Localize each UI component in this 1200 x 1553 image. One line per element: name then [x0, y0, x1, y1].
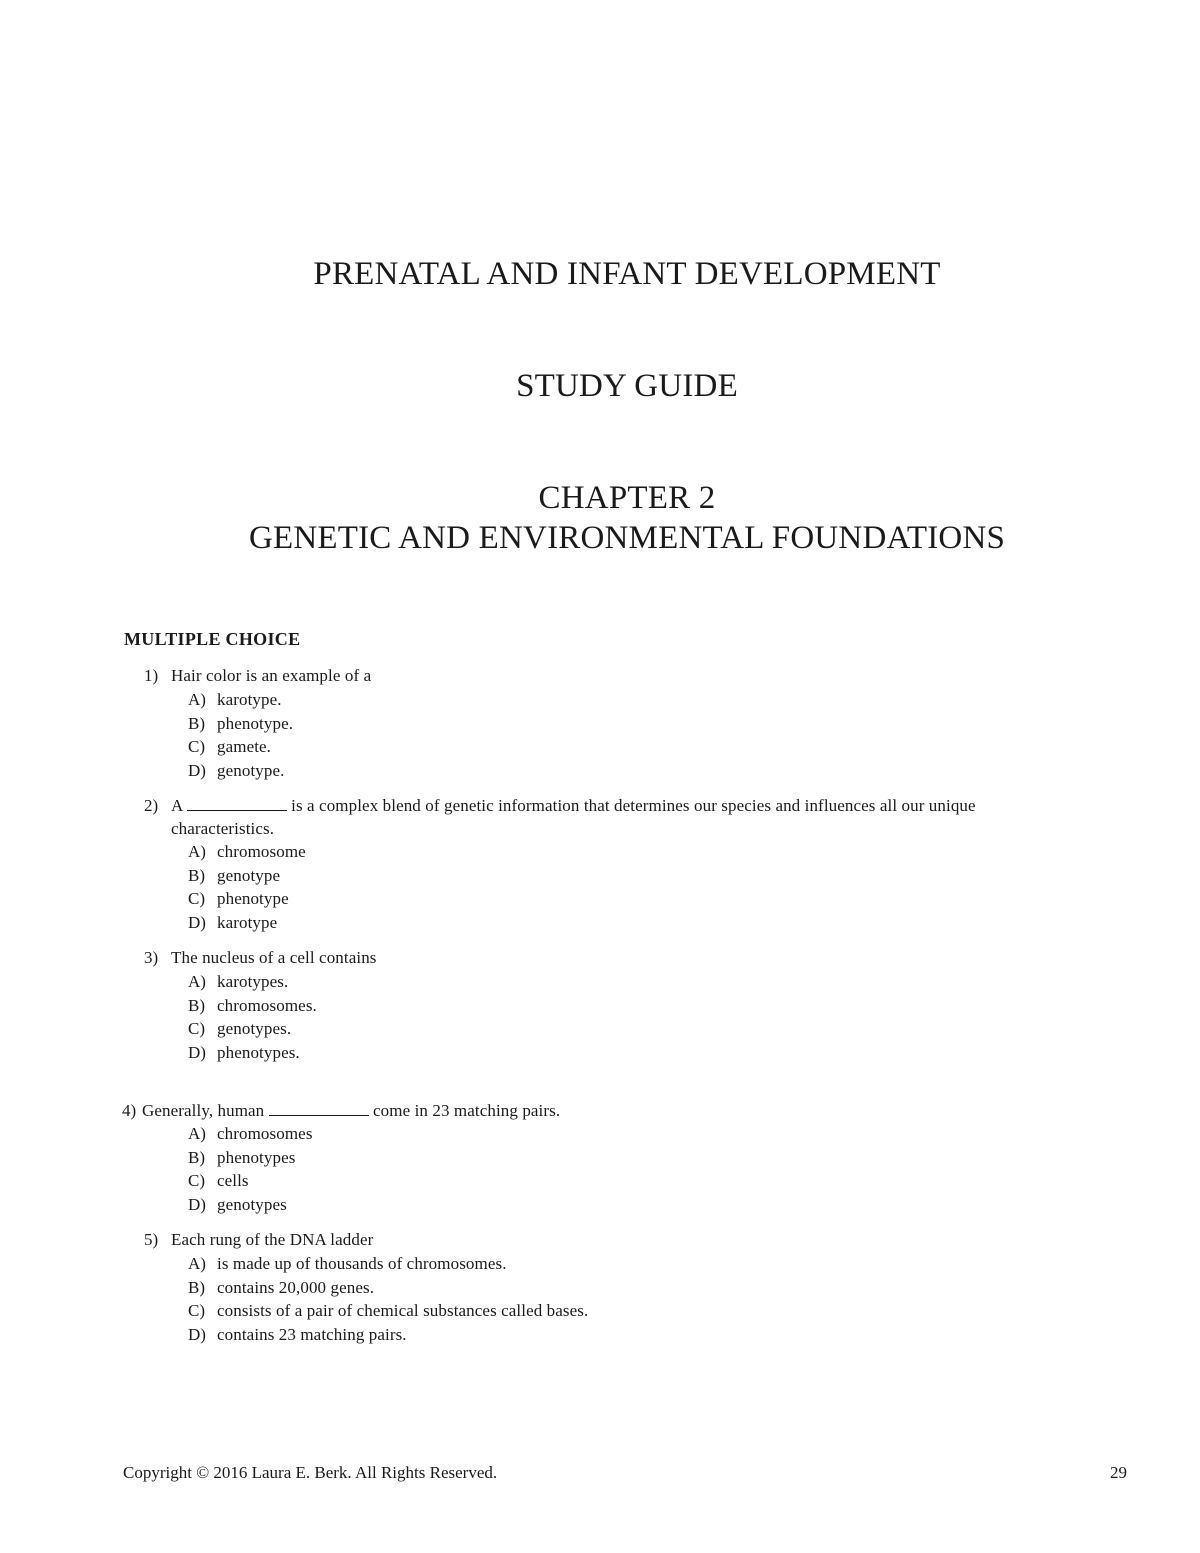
- choice-letter: B): [188, 995, 205, 1015]
- choice-c: [188, 735, 1088, 759]
- choice-b: [188, 994, 1088, 1018]
- choice-d: [188, 1323, 1088, 1347]
- question-text: The nucleus of a cell contains: [171, 948, 377, 967]
- question-number: 5): [144, 1230, 159, 1249]
- choice-text: genotypes: [217, 1194, 287, 1214]
- choice-text: karotype: [217, 912, 278, 932]
- choice-text: phenotypes: [217, 1147, 296, 1167]
- question-text: [171, 794, 1081, 840]
- document-subtitle: STUDY GUIDE: [516, 368, 738, 404]
- choice-list: [188, 840, 1088, 934]
- choice-letter: D): [188, 1324, 206, 1344]
- choice-letter: A): [188, 842, 206, 861]
- answer-blank: [269, 1101, 369, 1116]
- choice-letter: B): [188, 1277, 205, 1297]
- choice-list: [188, 1122, 1088, 1216]
- choice-letter: A): [188, 1124, 206, 1143]
- choice-letter: D): [188, 912, 206, 932]
- choice-text: genotype: [217, 865, 281, 885]
- choice-d: [188, 759, 1088, 783]
- choice-list: [188, 688, 1088, 782]
- choice-b: [188, 712, 1088, 736]
- choice-c: [188, 1299, 1088, 1323]
- choice-letter: A): [188, 690, 206, 709]
- choice-list: [188, 1252, 1088, 1346]
- choice-text: karotypes.: [217, 972, 289, 991]
- choice-text: cells: [217, 1171, 249, 1190]
- choice-text: karotype.: [217, 690, 282, 709]
- question-text: Each rung of the DNA ladder: [171, 1230, 374, 1249]
- choice-letter: C): [188, 1301, 205, 1320]
- choice-letter: C): [188, 1019, 205, 1038]
- choice-d: [188, 1193, 1088, 1217]
- choice-a: [188, 970, 1088, 994]
- choice-c: [188, 1169, 1088, 1193]
- page-number: 29: [1110, 1463, 1127, 1482]
- choice-text: gamete.: [217, 737, 272, 756]
- question-text: [142, 1099, 1052, 1122]
- section-heading: MULTIPLE CHOICE: [124, 629, 301, 649]
- choice-letter: D): [188, 1042, 206, 1062]
- question-text: Hair color is an example of a: [171, 666, 372, 685]
- question-number: 2): [144, 796, 159, 815]
- choice-text: contains 23 matching pairs.: [217, 1324, 407, 1344]
- choice-text: phenotype: [217, 889, 289, 908]
- choice-text: is made up of thousands of chromosomes.: [217, 1254, 507, 1273]
- question-number: 1): [144, 666, 159, 685]
- choice-letter: C): [188, 1171, 205, 1190]
- copyright-notice: Copyright © 2016 Laura E. Berk. All Rights Reserved.: [123, 1463, 498, 1482]
- choice-c: [188, 887, 1088, 911]
- choice-letter: D): [188, 760, 206, 780]
- choice-list: [188, 970, 1088, 1064]
- choice-text: phenotypes.: [217, 1042, 300, 1062]
- choice-letter: A): [188, 972, 206, 991]
- choice-text: genotypes.: [217, 1019, 292, 1038]
- choice-letter: B): [188, 1147, 205, 1167]
- choice-d: [188, 1041, 1088, 1065]
- choice-d: [188, 911, 1088, 935]
- choice-a: [188, 1122, 1088, 1146]
- question-text-before: A: [171, 796, 183, 815]
- choice-letter: C): [188, 889, 205, 908]
- chapter-number: CHAPTER 2: [538, 480, 716, 516]
- choice-text: phenotype.: [217, 713, 294, 733]
- choice-text: contains 20,000 genes.: [217, 1277, 375, 1297]
- chapter-title: GENETIC AND ENVIRONMENTAL FOUNDATIONS: [248, 520, 1006, 556]
- choice-c: [188, 1017, 1088, 1041]
- choice-text: chromosomes.: [217, 995, 317, 1015]
- question-number: 4): [122, 1101, 137, 1120]
- choice-a: [188, 840, 1088, 864]
- question-text-before: Generally, human: [142, 1101, 265, 1120]
- choice-text: genotype.: [217, 760, 285, 780]
- choice-a: [188, 1252, 1088, 1276]
- choice-letter: C): [188, 737, 205, 756]
- question-number: 3): [144, 948, 159, 967]
- answer-blank: [187, 796, 287, 811]
- document-title: PRENATAL AND INFANT DEVELOPMENT: [313, 256, 941, 292]
- choice-letter: B): [188, 865, 205, 885]
- choice-a: [188, 688, 1088, 712]
- choice-b: [188, 1146, 1088, 1170]
- choice-letter: D): [188, 1194, 206, 1214]
- question-text-after: is a complex blend of genetic information that determines our species and influences all our unique characteristics.: [171, 796, 976, 838]
- choice-letter: B): [188, 713, 205, 733]
- question-text-after: come in 23 matching pairs.: [373, 1101, 561, 1120]
- choice-text: chromosome: [217, 842, 306, 861]
- choice-text: consists of a pair of chemical substances called bases.: [217, 1301, 589, 1320]
- choice-text: chromosomes: [217, 1124, 313, 1143]
- choice-b: [188, 1276, 1088, 1300]
- choice-b: [188, 864, 1088, 888]
- choice-letter: A): [188, 1254, 206, 1273]
